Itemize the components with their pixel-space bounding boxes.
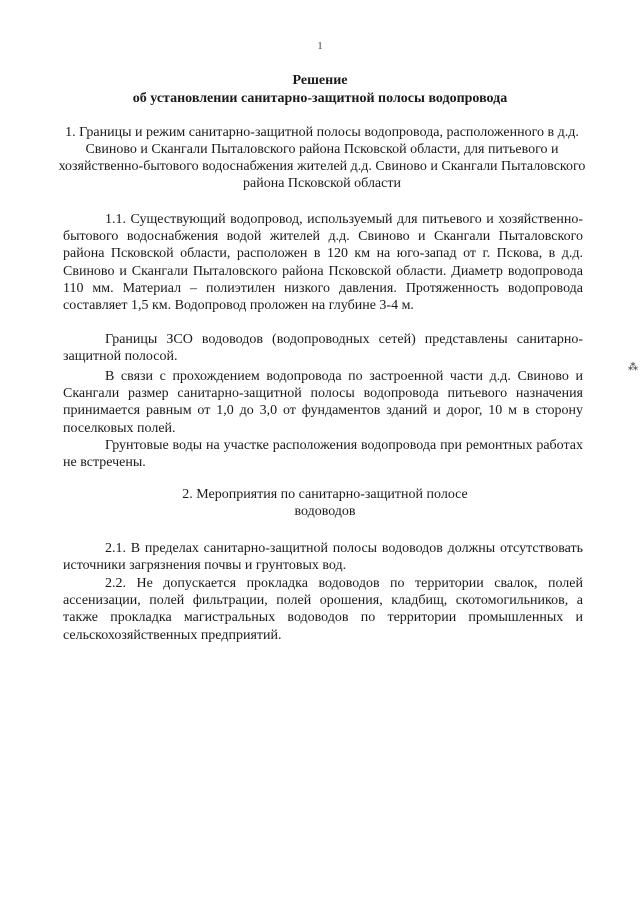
document-subtitle: об установлении санитарно-защитной полосы водопровода — [132, 91, 508, 106]
section-2-heading: 2. Мероприятия по санитарно-защитной полосе водоводов — [182, 487, 468, 519]
paragraph-strip-size: В связи с прохождением водопровода по застроенной части д.д. Свиново и Скангали размер санитарно-защитной полосы водопровода питьевого назначения принимается равным от 1,0 до 3,0 от фундаментов зданий и дорог, 10 м в сторону поселковых полей. — [63, 369, 583, 436]
paragraph-groundwater: Грунтовые воды на участке расположения водопровода при ремонтных работах не встречены. — [63, 438, 583, 471]
page-number: 1 — [317, 40, 323, 52]
paragraph-1-1: 1.1. Существующий водопровод, используемый для питьевого и хозяйственно-бытового водоснабжения водой жителей д.д. Свиново и Скангали Пыталовского района Псковской области, расположен в 120 км на юго-запад от г. Пскова, в д.д. Свиново и Скангали Пыталовского района Псковской области. Диаметр водопровода 110 мм. Материал – полиэтилен низкого давления. Протяженность водопровода составляет 1,5 км. Водопровод проложен на глубине 3-4 м. — [63, 212, 583, 314]
paragraph-zso-boundaries: Границы ЗСО водоводов (водопроводных сетей) представлены санитарно-защитной полосой. — [63, 332, 583, 365]
paragraph-2-1: 2.1. В пределах санитарно-защитной полосы водоводов должны отсутствовать источники загрязнения почвы и грунтовых вод. — [63, 541, 583, 574]
title-block — [60, 72, 580, 108]
section-1-heading: 1. Границы и режим санитарно-защитной полосы водопровода, расположенного в д.д. Свиново и Скангали Пыталовского района Псковской области, для питьевого и хозяйственно-бытового водоснабжения жителей д.д. Свиново и Скангали Пыталовского района Псковской области — [58, 125, 586, 191]
paragraph-2-2: 2.2. Не допускается прокладка водоводов по территории свалок, полей ассенизации, полей фильтрации, полей орошения, кладбищ, скотомогильников, а также прокладка магистральных водоводов по территории промышленных и сельскохозяйственных предприятий. — [63, 576, 583, 643]
scan-margin-mark: ⁂ — [628, 362, 638, 373]
document-title: Решение — [292, 73, 348, 88]
